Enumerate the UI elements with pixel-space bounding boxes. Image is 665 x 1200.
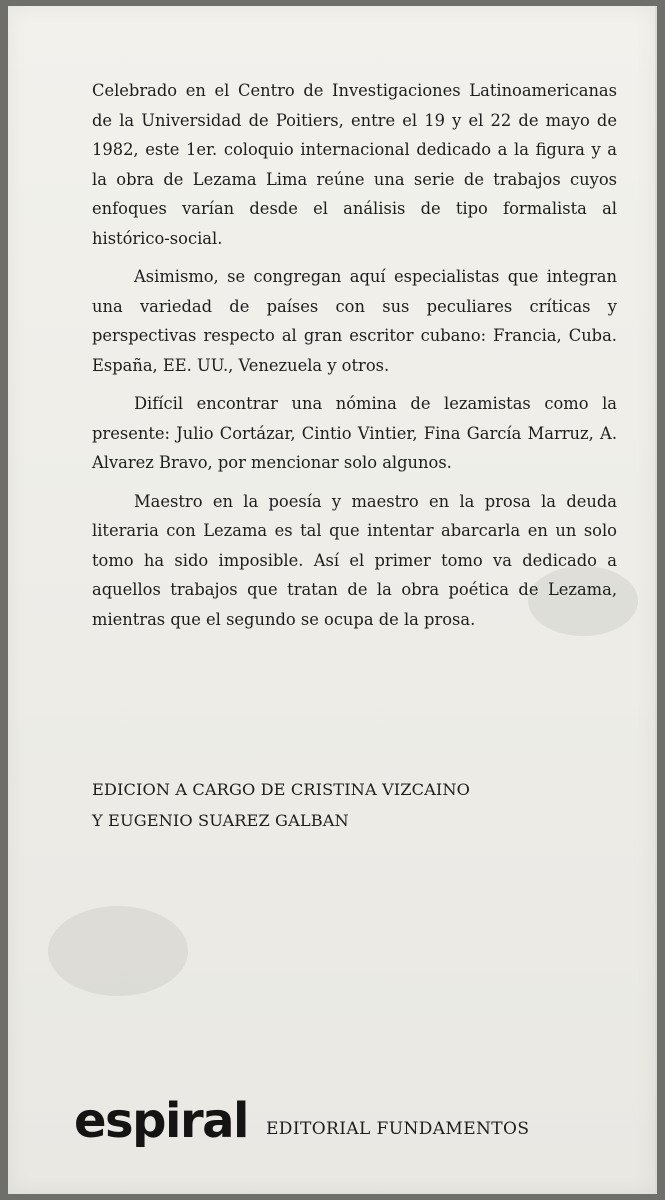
publisher-name: EDITORIAL FUNDAMENTOS	[266, 1119, 530, 1139]
blurb-paragraph-3: Difícil encontrar una nómina de lezamistas como la presente: Julio Cortázar, Cintio Vintier, Fina García Marruz, A. Alvarez Bravo, por mencionar solo algunos.	[92, 394, 617, 472]
blurb-paragraph-2: Asimismo, se congregan aquí especialistas que integran una variedad de países con sus peculiares críticas y perspectivas respecto al gran escritor cubano: Francia, Cuba. España, EE. UU., Venezuela y otros.	[92, 267, 617, 375]
espiral-logo: espiral	[74, 1093, 248, 1149]
blurb-text	[92, 76, 617, 643]
credits-line-2: Y EUGENIO SUAREZ GALBAN	[92, 811, 349, 830]
credits-line-1: EDICION A CARGO DE CRISTINA VIZCAINO	[92, 780, 471, 799]
publisher-footer	[74, 1091, 634, 1161]
blurb-paragraph-1: Celebrado en el Centro de Investigaciones Latinoamericanas de la Universidad de Poitiers, entre el 19 y el 22 de mayo de 1982, este 1er. coloquio internacional dedicado a la figura y a la obra de Lezama Lima reúne una serie de trabajos cuyos enfoques varían desde el análisis de tipo formalista al histórico-social.	[92, 81, 617, 248]
paper-stain	[48, 906, 188, 996]
back-cover	[8, 6, 657, 1194]
blurb-paragraph-4: Maestro en la poesía y maestro en la prosa la deuda literaria con Lezama es tal que intentar abarcarla en un solo tomo ha sido imposible. Así el primer tomo va dedicado a aquellos trabajos que tratan de la obra poética de Lezama, mientras que el segundo se ocupa de la prosa.	[92, 491, 617, 629]
edition-credits	[92, 774, 632, 836]
